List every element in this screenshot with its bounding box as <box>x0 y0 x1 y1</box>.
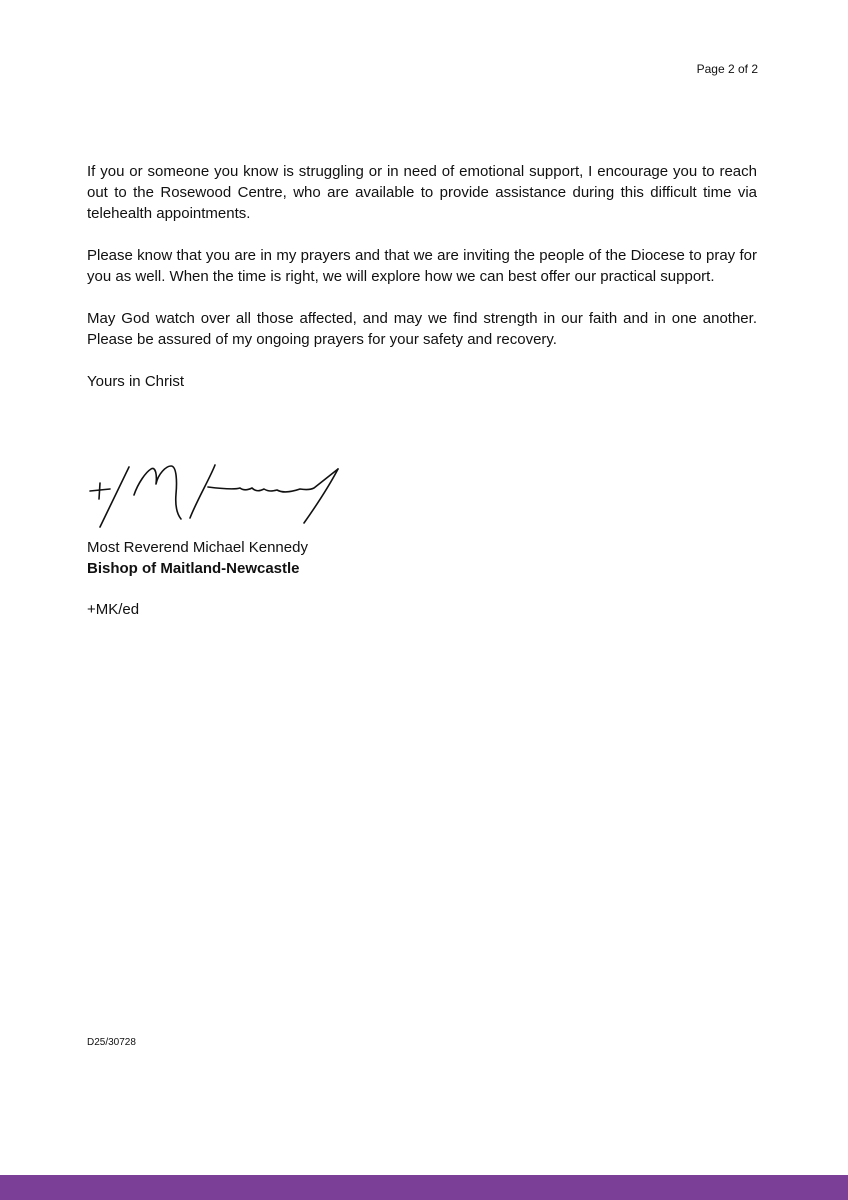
document-number: D25/30728 <box>87 1037 136 1048</box>
paragraph-prayers: Please know that you are in my prayers and that we are inviting the people of the Diocese to pray for you as well. When the time is right, we will explore how we can best offer our practical support. <box>87 247 757 285</box>
closing-line: Yours in Christ <box>87 373 184 390</box>
letter-body <box>87 161 757 392</box>
paragraph-blessing: May God watch over all those affected, and may we find strength in our faith and in one another. Please be assured of my ongoing prayers for your safety and recovery. <box>87 310 757 348</box>
signatory-title: Bishop of Maitland-Newcastle <box>87 560 300 577</box>
page-number: Page 2 of 2 <box>696 62 758 76</box>
signatory-block <box>87 537 308 579</box>
footer-color-bar <box>0 1175 848 1200</box>
paragraph-support: If you or someone you know is struggling or in need of emotional support, I encourage you to reach out to the Rosewood Centre, who are available to provide assistance during this difficult time via telehealth appointments. <box>87 163 757 222</box>
reference-initials: +MK/ed <box>87 601 140 618</box>
signatory-name: Most Reverend Michael Kennedy <box>87 539 308 556</box>
handwritten-signature <box>84 458 346 538</box>
